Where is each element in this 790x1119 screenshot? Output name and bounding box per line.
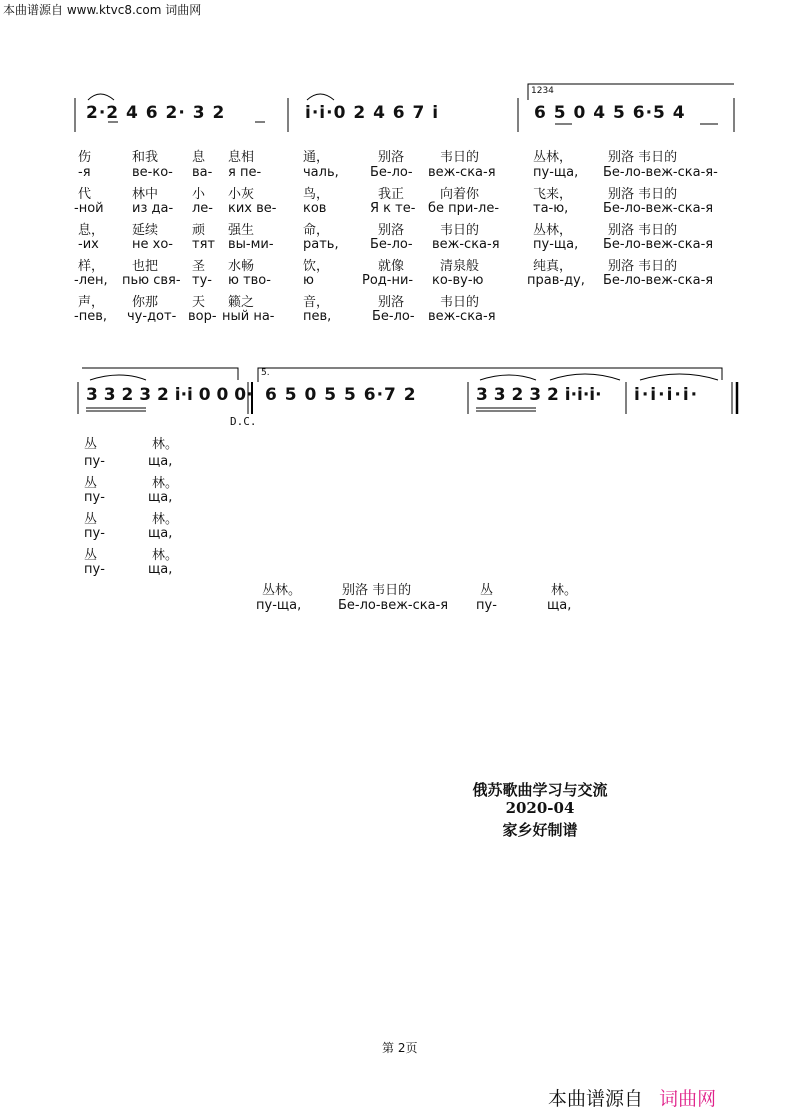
- lyric: ве-ко-: [132, 165, 173, 180]
- lyric: 丛: [84, 548, 98, 563]
- lyric: 丛林。: [262, 583, 302, 598]
- lyric: пу-: [84, 526, 105, 541]
- page-number: 第 2页: [382, 1041, 418, 1055]
- lyric: -лен,: [74, 273, 108, 288]
- credit-date: 2020-04: [505, 799, 575, 817]
- lyric: чаль,: [303, 165, 339, 180]
- site-header: 本曲谱源自 www.ktvc8.com 词曲网: [3, 3, 202, 17]
- lyric: 息相: [228, 150, 255, 165]
- lyric: ю тво-: [228, 273, 271, 288]
- lyric: пу-ща,: [533, 237, 579, 252]
- volta-bracket: [82, 368, 238, 380]
- lyric: ща,: [148, 562, 173, 577]
- lyric: 鸟，: [303, 187, 330, 202]
- slur: [640, 374, 718, 380]
- lyric: 命，: [303, 223, 330, 238]
- credit-author: 家乡好制谱: [502, 821, 578, 839]
- lyric: прав-ду,: [527, 273, 585, 288]
- lyric: 丛: [480, 583, 494, 598]
- lyric: Бе-ло-веж-ска-я: [603, 237, 714, 252]
- lyric: -пев,: [74, 309, 107, 324]
- lyric: 林。: [152, 437, 179, 452]
- lyric: ща,: [547, 598, 572, 613]
- lyric: 也把: [132, 259, 159, 274]
- lyric: пев,: [303, 309, 332, 324]
- lyric: 音，: [303, 295, 330, 310]
- lyric: ко-ву-ю: [432, 273, 484, 288]
- lyric: 丛: [84, 437, 98, 452]
- lyric: 你那: [132, 295, 159, 310]
- lyric: 和我: [132, 150, 159, 165]
- lyric: ща,: [148, 454, 173, 469]
- lyric: 就像: [378, 259, 405, 274]
- lyric: Я к те-: [370, 201, 416, 216]
- lyric: веж-ска-я: [428, 309, 496, 324]
- lyric: 韦日的: [440, 223, 480, 238]
- lyric: тят: [192, 237, 215, 252]
- lyric: Бе-ло-: [370, 237, 413, 252]
- lyric: ва-: [192, 165, 213, 180]
- volta-label: 1234: [531, 86, 554, 96]
- lyric: ков: [303, 201, 327, 216]
- lyric: 林。: [152, 548, 179, 563]
- lyric: 飞来，: [533, 187, 573, 202]
- lyric: 清泉般: [440, 259, 480, 274]
- lyric: ща,: [148, 490, 173, 505]
- lyric: вор-: [188, 309, 217, 324]
- lyric: 通，: [303, 150, 330, 165]
- lyric: Бе-ло-: [370, 165, 413, 180]
- lyric: 别洛: [378, 150, 405, 165]
- lyric: 韦日的: [440, 295, 480, 310]
- lyric: я пе-: [228, 165, 262, 180]
- lyric: пу-: [84, 454, 105, 469]
- lyric: 林中: [132, 187, 159, 202]
- measure-7: i·i·i·i·: [634, 385, 700, 405]
- lyric: ту-: [192, 273, 212, 288]
- lyric: 声，: [78, 295, 105, 310]
- lyric: ща,: [148, 526, 173, 541]
- lyric: -ной: [74, 201, 104, 216]
- lyric: 丛: [84, 512, 98, 527]
- lyric: 小灰: [228, 187, 255, 202]
- lyric: 伤: [78, 150, 92, 165]
- lyric: ный на-: [222, 309, 275, 324]
- lyric: 息，: [78, 223, 105, 238]
- lyric: 延续: [132, 223, 159, 238]
- lyric: чу-дот-: [127, 309, 177, 324]
- lyric: 圣: [192, 259, 206, 274]
- lyric: 别洛: [378, 295, 405, 310]
- measure-5: 6 5 0 5 5 6·7 2: [265, 385, 417, 405]
- lyric: из да-: [132, 201, 174, 216]
- lyric: 丛: [84, 476, 98, 491]
- volta-label: 5.: [261, 368, 270, 378]
- measure-1: 2·2 4 6 2· 3 2: [86, 103, 226, 123]
- lyric: 林。: [152, 512, 179, 527]
- lyric: 林。: [551, 583, 578, 598]
- slur: [550, 374, 620, 380]
- lyric: вы-ми-: [228, 237, 274, 252]
- lyric: 林。: [152, 476, 179, 491]
- lyric: бе при-ле-: [428, 201, 500, 216]
- lyric: 我正: [378, 187, 405, 202]
- lyric: Род-ни-: [362, 273, 414, 288]
- lyric: -я: [78, 165, 91, 180]
- footer-brand: [548, 1084, 716, 1111]
- lyric: Бе-ло-веж-ска-я-: [603, 165, 718, 180]
- footer-link[interactable]: 词曲网: [659, 1088, 717, 1110]
- lyric: ю: [303, 273, 314, 288]
- lyric: Бе-ло-веж-ска-я: [338, 598, 449, 613]
- lyric: 向着你: [440, 187, 480, 202]
- lyric: 丛林，: [533, 150, 573, 165]
- lyric: 别洛 韦日的: [342, 583, 412, 598]
- lyric: 息: [192, 150, 206, 165]
- lyric: Бе-ло-веж-ска-я: [603, 273, 714, 288]
- measure-6: 3 3 2 3 2 i·i·i·: [476, 385, 602, 405]
- lyric: 顽: [192, 223, 206, 238]
- lyric: 别洛 韦日的: [608, 259, 678, 274]
- lyric: ле-: [192, 201, 213, 216]
- volta-bracket: [258, 368, 722, 382]
- lyric: веж-ска-я: [428, 165, 496, 180]
- lyric: рать,: [303, 237, 339, 252]
- lyric: пу-ща,: [256, 598, 302, 613]
- lyric: 代: [78, 187, 92, 202]
- lyric: пу-: [84, 562, 105, 577]
- measure-2: i·i·0 2 4 6 7 i: [305, 103, 440, 123]
- lyric: 别洛 韦日的: [608, 150, 678, 165]
- lyric: 水畅: [228, 259, 255, 274]
- lyric: -их: [78, 237, 99, 252]
- lyric: 天: [192, 295, 206, 310]
- lyric: 韦日的: [440, 150, 480, 165]
- lyric: 样，: [78, 259, 105, 274]
- lyric: пу-: [476, 598, 497, 613]
- lyric: пу-ща,: [533, 165, 579, 180]
- lyric: 别洛 韦日的: [608, 223, 678, 238]
- lyric: веж-ска-я: [432, 237, 500, 252]
- credit-title: 俄苏歌曲学习与交流: [472, 781, 608, 799]
- lyric: пью свя-: [122, 273, 181, 288]
- slur: [90, 375, 146, 380]
- measure-4: 3 3 2 3 2 i·i 0 0 0·: [86, 385, 253, 405]
- lyric: Бе-ло-: [372, 309, 415, 324]
- lyric: 强生: [228, 223, 255, 238]
- slur: [307, 94, 334, 100]
- lyric: та-ю,: [533, 201, 569, 216]
- lyric: 别洛: [378, 223, 405, 238]
- slur: [480, 375, 536, 380]
- lyric: 纯真，: [533, 259, 573, 274]
- lyric: 籁之: [228, 295, 255, 310]
- lyric: не хо-: [132, 237, 173, 252]
- slur: [88, 94, 114, 100]
- volta-bracket: [528, 84, 734, 100]
- lyric: Бе-ло-веж-ска-я: [603, 201, 714, 216]
- lyric: 别洛 韦日的: [608, 187, 678, 202]
- footer-text: 本曲谱源自: [548, 1088, 644, 1110]
- lyric: ких ве-: [228, 201, 277, 216]
- lyric: 小: [192, 187, 206, 202]
- lyric: пу-: [84, 490, 105, 505]
- measure-3: 6 5 0 4 5 6·5 4: [534, 103, 686, 123]
- dc-marking: D.C.: [230, 415, 257, 428]
- lyric: 饮，: [303, 259, 330, 274]
- lyric: 丛林，: [533, 223, 573, 238]
